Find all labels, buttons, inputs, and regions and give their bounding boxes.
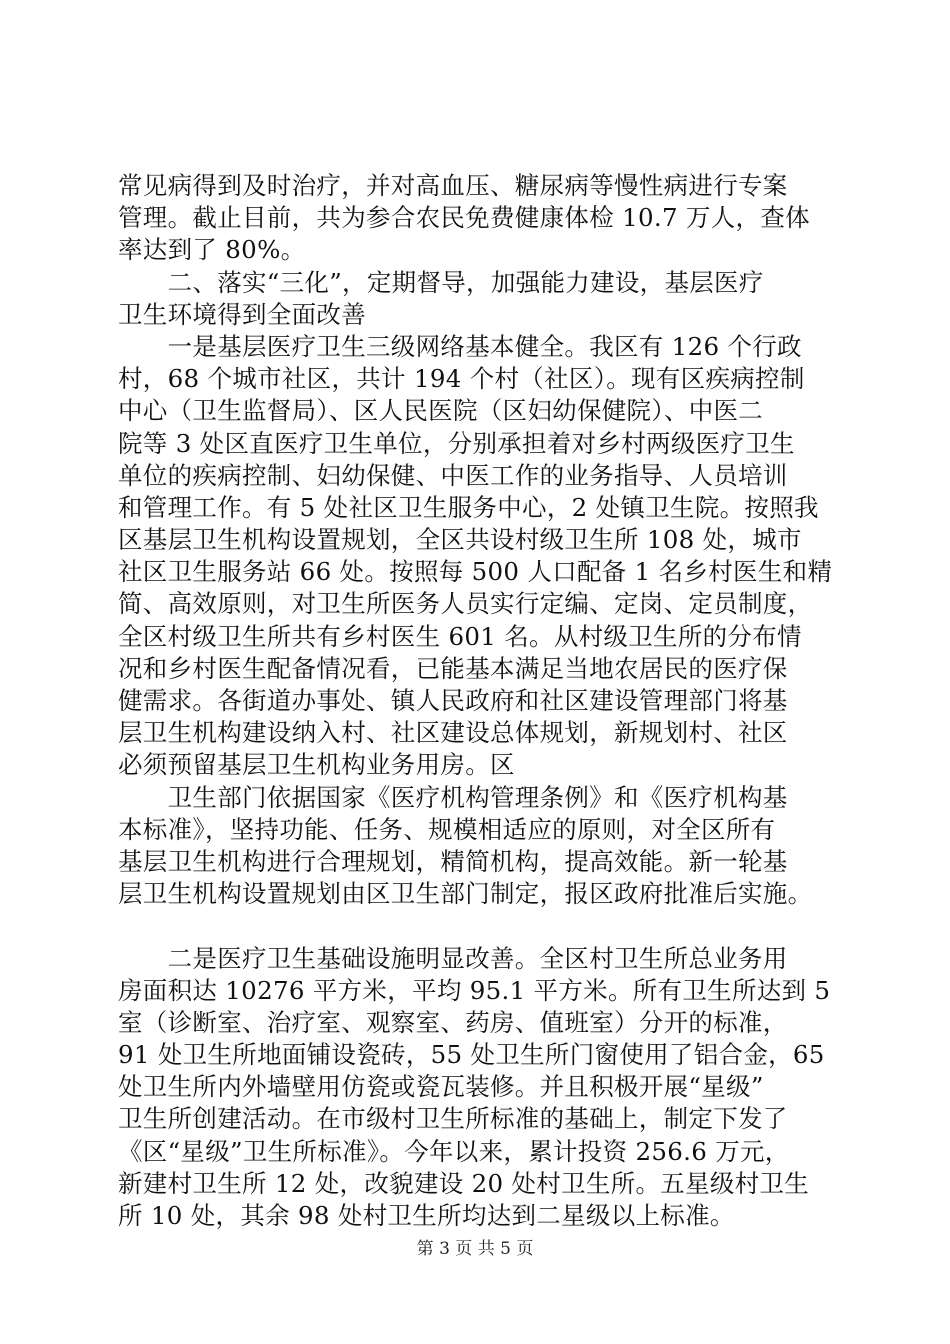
text-line: 况和乡村医生配备情况看，已能基本满足当地农居民的医疗保 [118,653,788,683]
text-line: 基层卫生机构进行合理规划，精简机构，提高效能。新一轮基 [118,846,788,876]
text-line: 所 10 处，其余 98 处村卫生所均达到二星级以上标准。 [118,1201,735,1230]
text-line: 全区村级卫生所共有乡村医生 601 名。从村级卫生所的分布情 [118,621,802,651]
section-heading-line: 二、落实“三化”，定期督导，加强能力建设，基层医疗 [118,267,764,297]
text-line: 管理。截止目前，共为参合农民免费健康体检 10.7 万人，查体 [118,203,810,233]
blank-line [118,910,846,942]
text-line: 中心（卫生监督局）、区人民医院（区妇幼保健院）、中医二 [118,396,764,426]
text-line: 一是基层医疗卫生三级网络基本健全。我区有 126 个行政 [118,331,802,361]
text-line: 卫生所创建活动。在市级村卫生所标准的基础上，制定下发了 [118,1104,788,1134]
text-line: 必须预留基层卫生机构业务用房。区 [118,750,515,780]
text-line: 新建村卫生所 12 处，改貌建设 20 处村卫生所。五星级村卫生 [118,1168,810,1198]
text-line: 社区卫生服务站 66 处。按照每 500 人口配备 1 名乡村医生和精 [118,557,833,587]
text-line: 91 处卫生所地面铺设瓷砖，55 处卫生所门窗使用了铝合金，65 [118,1040,825,1070]
text-line: 单位的疾病控制、妇幼保健、中医工作的业务指导、人员培训 [118,460,788,490]
text-line: 房面积达 10276 平方米，平均 95.1 平方米。所有卫生所达到 5 [118,975,831,1005]
text-line: 室（诊断室、治疗室、观察室、药房、值班室）分开的标准， [118,1007,788,1037]
text-line: 健需求。各街道办事处、镇人民政府和社区建设管理部门将基 [118,686,788,715]
page-number-footer: 第 3 页 共 5 页 [416,1239,534,1259]
text-line: 和管理工作。有 5 处社区卫生服务中心，2 处镇卫生院。按照我 [118,492,819,522]
text-line: 区基层卫生机构设置规划，全区共设村级卫生所 108 处，城市 [118,525,802,555]
text-line: 率达到了 80%。 [118,235,306,265]
text-line: 村，68 个城市社区，共计 194 个村（社区）。现有区疾病控制 [118,364,805,394]
text-line: 层卫生机构建设纳入村、社区建设总体规划，新规划村、社区 [118,718,788,748]
text-line: 卫生部门依据国家《医疗机构管理条例》和《医疗机构基 [118,782,788,812]
text-line: 常见病得到及时治疗，并对高血压、糖尿病等慢性病进行专案 [118,171,788,200]
text-line: 本标准》，坚持功能、任务、规模相适应的原则，对全区所有 [118,814,776,844]
text-line: 《区“星级”卫生所标准》。今年以来，累计投资 256.6 万元， [118,1136,790,1166]
text-line: 简、高效原则，对卫生所医务人员实行定编、定岗、定员制度， [118,589,813,619]
text-line: 处卫生所内外墙壁用仿瓷或瓷瓦装修。并且积极开展“星级” [118,1072,764,1102]
document-body [118,170,846,1232]
section-heading-line: 卫生环境得到全面改善 [118,299,366,329]
text-line: 层卫生机构设置规划由区卫生部门制定，报区政府批准后实施。 [118,879,813,909]
text-line: 院等 3 处区直医疗卫生单位，分别承担着对乡村两级医疗卫生 [118,428,795,458]
text-line: 二是医疗卫生基础设施明显改善。全区村卫生所总业务用 [118,943,788,973]
